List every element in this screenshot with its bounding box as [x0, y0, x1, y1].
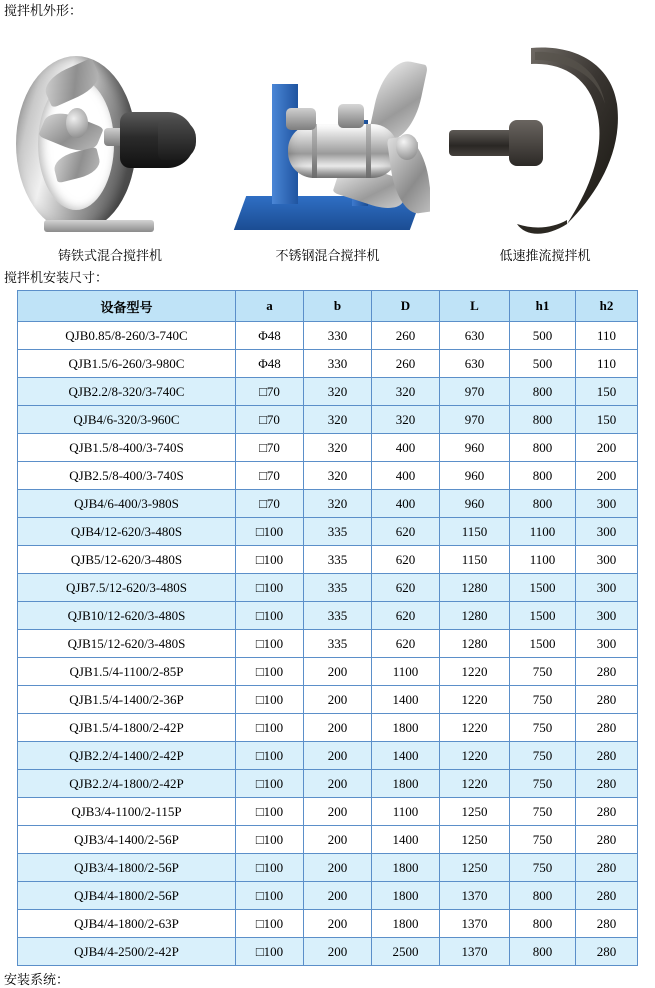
- cell-model: QJB15/12-620/3-480S: [18, 630, 236, 658]
- cell-h1: 1100: [510, 518, 576, 546]
- table-row: [18, 770, 638, 798]
- cell-a: □70: [236, 462, 304, 490]
- cell-D: 1800: [372, 910, 440, 938]
- cell-D: 1800: [372, 770, 440, 798]
- cell-h2: 280: [576, 826, 638, 854]
- cell-b: 200: [304, 854, 372, 882]
- cell-h1: 800: [510, 490, 576, 518]
- cell-L: 1220: [440, 770, 510, 798]
- cell-L: 1220: [440, 742, 510, 770]
- cell-D: 1100: [372, 798, 440, 826]
- cell-h1: 500: [510, 350, 576, 378]
- cell-b: 320: [304, 462, 372, 490]
- cell-h2: 280: [576, 686, 638, 714]
- cell-L: 1370: [440, 910, 510, 938]
- cell-h2: 280: [576, 714, 638, 742]
- clamp-band: [312, 124, 317, 178]
- cell-model: QJB10/12-620/3-480S: [18, 602, 236, 630]
- cell-a: □100: [236, 518, 304, 546]
- cell-h1: 1500: [510, 602, 576, 630]
- cell-model: QJB2.2/4-1400/2-42P: [18, 742, 236, 770]
- section-label-dimensions: 搅拌机安装尺寸：: [4, 270, 109, 285]
- cell-a: Φ48: [236, 350, 304, 378]
- col-header-D: D: [372, 291, 440, 322]
- caption-cast-iron-mixer: 铸铁式混合搅拌机: [57, 248, 162, 263]
- cell-b: 330: [304, 350, 372, 378]
- cell-a: □70: [236, 490, 304, 518]
- cell-model: QJB4/4-1800/2-56P: [18, 882, 236, 910]
- cell-h1: 800: [510, 910, 576, 938]
- cell-h1: 800: [510, 406, 576, 434]
- table-row: [18, 434, 638, 462]
- table-row: [18, 742, 638, 770]
- cell-a: □100: [236, 770, 304, 798]
- photo-stainless-mixer: [226, 24, 430, 239]
- section-label-appearance: 搅拌机外形：: [4, 3, 83, 18]
- cell-b: 200: [304, 882, 372, 910]
- cell-a: □100: [236, 658, 304, 686]
- photo-low-speed-mixer: [443, 24, 647, 239]
- cell-h1: 750: [510, 798, 576, 826]
- cell-b: 335: [304, 602, 372, 630]
- cell-D: 260: [372, 350, 440, 378]
- cell-model: QJB4/4-2500/2-42P: [18, 938, 236, 966]
- table-row: [18, 322, 638, 350]
- cell-h2: 300: [576, 630, 638, 658]
- cell-model: QJB4/4-1800/2-63P: [18, 910, 236, 938]
- caption-low-speed-mixer: 低速推流搅拌机: [499, 248, 591, 263]
- cell-a: □70: [236, 378, 304, 406]
- cell-D: 260: [372, 322, 440, 350]
- cell-b: 330: [304, 322, 372, 350]
- cell-h1: 500: [510, 322, 576, 350]
- cell-D: 320: [372, 406, 440, 434]
- propeller-hub: [396, 134, 418, 160]
- cell-h2: 200: [576, 462, 638, 490]
- cell-L: 1370: [440, 882, 510, 910]
- table-row: [18, 518, 638, 546]
- cell-h1: 800: [510, 378, 576, 406]
- cell-model: QJB3/4-1100/2-115P: [18, 798, 236, 826]
- cell-model: QJB4/6-320/3-960C: [18, 406, 236, 434]
- cell-h2: 280: [576, 742, 638, 770]
- cell-D: 620: [372, 602, 440, 630]
- cell-D: 1100: [372, 658, 440, 686]
- cell-L: 1280: [440, 602, 510, 630]
- spec-table: [17, 290, 638, 966]
- cell-h1: 800: [510, 882, 576, 910]
- cell-b: 335: [304, 546, 372, 574]
- cell-h1: 750: [510, 686, 576, 714]
- cell-h2: 280: [576, 938, 638, 966]
- cell-h2: 300: [576, 602, 638, 630]
- cell-D: 400: [372, 462, 440, 490]
- cell-model: QJB1.5/4-1800/2-42P: [18, 714, 236, 742]
- cell-L: 630: [440, 350, 510, 378]
- cell-L: 960: [440, 462, 510, 490]
- table-row: [18, 602, 638, 630]
- cell-h2: 200: [576, 434, 638, 462]
- table-row: [18, 910, 638, 938]
- cell-a: □70: [236, 406, 304, 434]
- cell-h1: 750: [510, 742, 576, 770]
- table-row: [18, 462, 638, 490]
- cell-b: 335: [304, 574, 372, 602]
- cell-model: QJB4/6-400/3-980S: [18, 490, 236, 518]
- cell-h1: 1100: [510, 546, 576, 574]
- cell-L: 1280: [440, 574, 510, 602]
- col-header-L: L: [440, 291, 510, 322]
- cell-b: 320: [304, 378, 372, 406]
- table-row: [18, 350, 638, 378]
- cell-L: 1280: [440, 630, 510, 658]
- table-row: [18, 882, 638, 910]
- cell-model: QJB1.5/8-400/3-740S: [18, 434, 236, 462]
- cell-b: 200: [304, 826, 372, 854]
- base-stand: [44, 220, 154, 232]
- cell-h1: 800: [510, 462, 576, 490]
- cell-L: 1220: [440, 658, 510, 686]
- col-header-b: b: [304, 291, 372, 322]
- cell-L: 1250: [440, 826, 510, 854]
- cell-L: 960: [440, 490, 510, 518]
- propeller-hub: [66, 108, 88, 138]
- table-header-row: [18, 291, 638, 322]
- clamp-band: [366, 124, 371, 178]
- cell-D: 320: [372, 378, 440, 406]
- cell-model: QJB3/4-1400/2-56P: [18, 826, 236, 854]
- cell-D: 1800: [372, 882, 440, 910]
- table-row: [18, 546, 638, 574]
- table-row: [18, 630, 638, 658]
- cell-L: 970: [440, 378, 510, 406]
- cell-b: 335: [304, 518, 372, 546]
- cell-D: 1400: [372, 742, 440, 770]
- table-row: [18, 938, 638, 966]
- product-photo-row: [0, 19, 655, 239]
- cell-model: QJB1.5/6-260/3-980C: [18, 350, 236, 378]
- col-header-h2: h2: [576, 291, 638, 322]
- cell-h2: 150: [576, 406, 638, 434]
- cell-h1: 750: [510, 826, 576, 854]
- cell-a: □100: [236, 826, 304, 854]
- cell-model: QJB1.5/4-1400/2-36P: [18, 686, 236, 714]
- cell-model: QJB5/12-620/3-480S: [18, 546, 236, 574]
- cell-a: □100: [236, 938, 304, 966]
- cell-b: 320: [304, 406, 372, 434]
- cell-model: QJB7.5/12-620/3-480S: [18, 574, 236, 602]
- col-header-a: a: [236, 291, 304, 322]
- cell-model: QJB3/4-1800/2-56P: [18, 854, 236, 882]
- cell-h2: 300: [576, 518, 638, 546]
- table-row: [18, 490, 638, 518]
- cell-h1: 750: [510, 714, 576, 742]
- cell-D: 400: [372, 434, 440, 462]
- table-row: [18, 378, 638, 406]
- table-row: [18, 798, 638, 826]
- cell-h2: 300: [576, 490, 638, 518]
- cell-b: 200: [304, 686, 372, 714]
- cell-b: 200: [304, 910, 372, 938]
- cell-a: □100: [236, 686, 304, 714]
- cell-h2: 280: [576, 882, 638, 910]
- cell-h2: 150: [576, 378, 638, 406]
- cell-h2: 300: [576, 574, 638, 602]
- cell-a: □100: [236, 574, 304, 602]
- cell-L: 1250: [440, 798, 510, 826]
- cell-h2: 280: [576, 854, 638, 882]
- photo-cast-iron-mixer: [8, 24, 212, 239]
- cell-model: QJB0.85/8-260/3-740C: [18, 322, 236, 350]
- cell-b: 200: [304, 770, 372, 798]
- cell-L: 1220: [440, 714, 510, 742]
- table-row: [18, 826, 638, 854]
- banana-blade-shape: [501, 42, 627, 239]
- cell-L: 1370: [440, 938, 510, 966]
- cell-b: 200: [304, 658, 372, 686]
- table-row: [18, 854, 638, 882]
- cell-a: □100: [236, 602, 304, 630]
- cell-model: QJB2.2/8-320/3-740C: [18, 378, 236, 406]
- cell-a: □100: [236, 714, 304, 742]
- table-row: [18, 574, 638, 602]
- cable-gland: [286, 108, 316, 130]
- cell-D: 1800: [372, 854, 440, 882]
- cell-D: 1400: [372, 686, 440, 714]
- table-row: [18, 406, 638, 434]
- cell-h2: 280: [576, 910, 638, 938]
- cell-model: QJB1.5/4-1100/2-85P: [18, 658, 236, 686]
- cell-L: 1250: [440, 854, 510, 882]
- cell-a: □100: [236, 630, 304, 658]
- cell-h2: 280: [576, 658, 638, 686]
- cell-D: 620: [372, 546, 440, 574]
- cell-L: 1150: [440, 518, 510, 546]
- col-header-h1: h1: [510, 291, 576, 322]
- cell-a: □100: [236, 742, 304, 770]
- cell-D: 620: [372, 630, 440, 658]
- cell-b: 200: [304, 938, 372, 966]
- cell-b: 200: [304, 714, 372, 742]
- cell-b: 200: [304, 742, 372, 770]
- cell-L: 970: [440, 406, 510, 434]
- cell-a: □100: [236, 546, 304, 574]
- cell-a: □100: [236, 910, 304, 938]
- cell-h2: 110: [576, 322, 638, 350]
- cell-h2: 280: [576, 770, 638, 798]
- cell-a: □70: [236, 434, 304, 462]
- section-label-installation: 安装系统：: [4, 972, 70, 987]
- cell-h1: 800: [510, 434, 576, 462]
- cell-h2: 300: [576, 546, 638, 574]
- cell-L: 1150: [440, 546, 510, 574]
- cell-model: QJB4/12-620/3-480S: [18, 518, 236, 546]
- cell-h2: 110: [576, 350, 638, 378]
- cell-a: Φ48: [236, 322, 304, 350]
- cable-gland: [338, 104, 364, 128]
- caption-stainless-mixer: 不锈钢混合搅拌机: [275, 248, 380, 263]
- cell-L: 1220: [440, 686, 510, 714]
- cell-model: QJB2.2/4-1800/2-42P: [18, 770, 236, 798]
- cell-b: 320: [304, 490, 372, 518]
- cell-D: 620: [372, 574, 440, 602]
- cell-h1: 800: [510, 938, 576, 966]
- cell-D: 620: [372, 518, 440, 546]
- cell-b: 335: [304, 630, 372, 658]
- cell-b: 200: [304, 798, 372, 826]
- table-row: [18, 686, 638, 714]
- col-header-model: 设备型号: [18, 291, 236, 322]
- cell-D: 1800: [372, 714, 440, 742]
- table-row: [18, 658, 638, 686]
- cell-h1: 1500: [510, 574, 576, 602]
- cell-h1: 750: [510, 770, 576, 798]
- cell-D: 400: [372, 490, 440, 518]
- photo-caption-row: [0, 239, 655, 264]
- cell-h1: 1500: [510, 630, 576, 658]
- cell-a: □100: [236, 854, 304, 882]
- cell-b: 320: [304, 434, 372, 462]
- cell-L: 960: [440, 434, 510, 462]
- cell-h1: 750: [510, 854, 576, 882]
- cell-h2: 280: [576, 798, 638, 826]
- cell-h1: 750: [510, 658, 576, 686]
- cell-model: QJB2.5/8-400/3-740S: [18, 462, 236, 490]
- table-row: [18, 714, 638, 742]
- cell-a: □100: [236, 798, 304, 826]
- stainless-motor-body: [288, 124, 398, 178]
- cell-D: 1400: [372, 826, 440, 854]
- cell-D: 2500: [372, 938, 440, 966]
- motor-rear-cover: [158, 120, 196, 160]
- cell-L: 630: [440, 322, 510, 350]
- cell-a: □100: [236, 882, 304, 910]
